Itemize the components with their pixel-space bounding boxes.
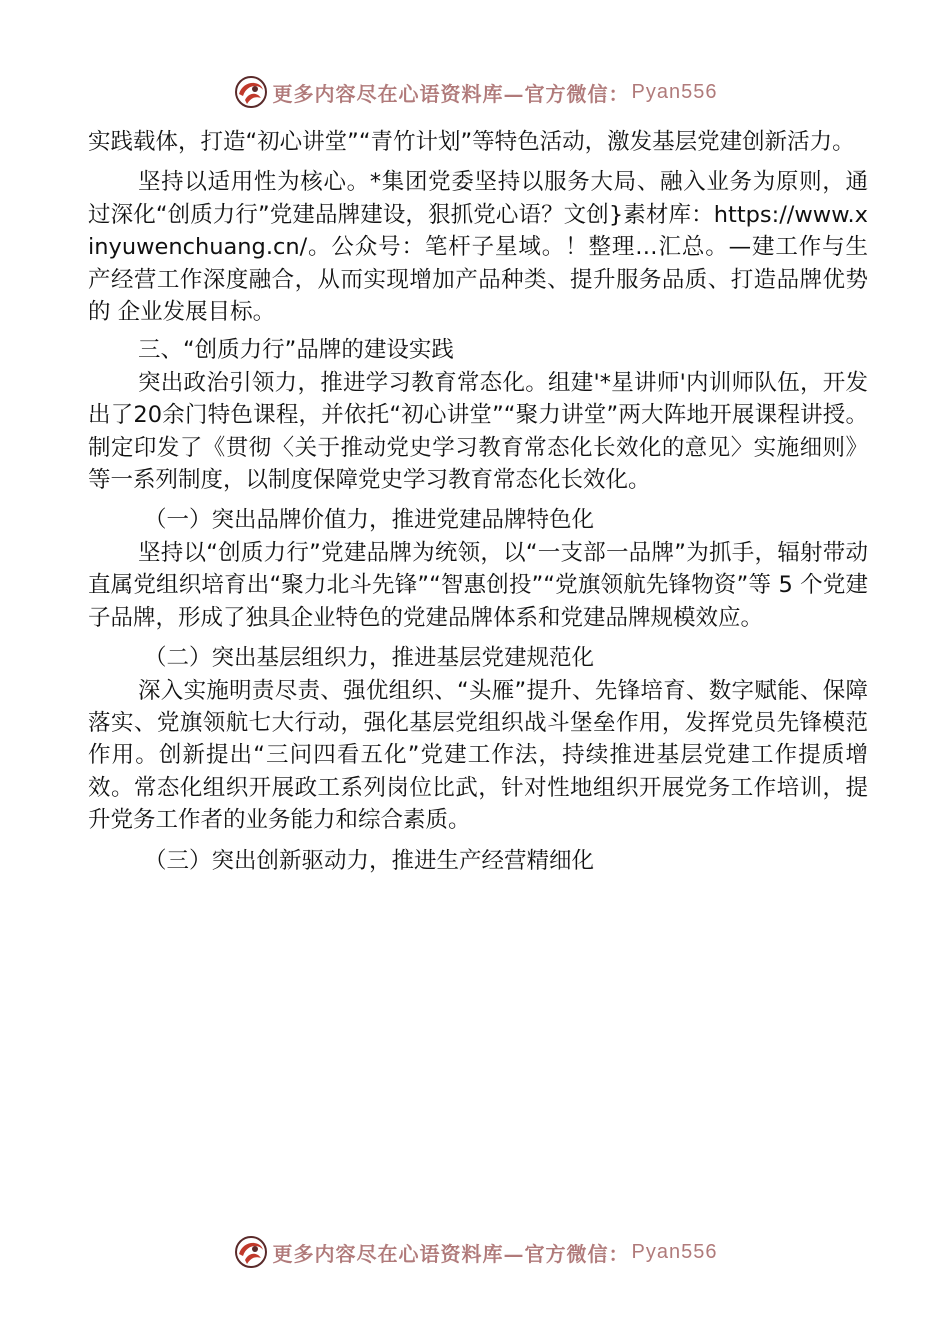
paragraph-3: 突出政治引领力，推进学习教育常态化。组建'*星讲师'内训师队伍，开发出了20余门特色课程，并依托“初心讲堂”“聚力讲堂”两大阵地开展课程讲授。制定印发了《贯彻〈关于推动党史学习教育常态化长效化的意见〉实施细则》等一系列制度，以制度保障党史学习教育常态化长效化。 xyxy=(88,369,868,494)
header-banner xyxy=(0,72,950,112)
footer-banner-text: 更多内容尽在心语资料库—官方微信： xyxy=(272,1241,630,1266)
subheading-3: （三）突出创新驱动力，推进生产经营精细化 xyxy=(144,847,595,874)
paragraph-2: 坚持以适用性为核心。*集团党委坚持以服务大局、融入业务为原则，通过深化“创质力行”党建品牌建设，狠抓党心语？文创}素材库：https://www.xinyuwenchuang.cn/。公众号：笔杆子星域。！整理…汇总。—建工作与生产经营工作深度融合，从而实现增加产品种类、提升服务品质、打造品牌优势的 企业发展目标。 xyxy=(88,169,868,326)
paragraph-4: 坚持以“创质力行”党建品牌为统领，以“一支部一品牌”为抓手，辐射带动直属党组织培育出“聚力北斗先锋”“智惠创投”“党旗领航先锋物资”等 5 个党建子品牌，形成了独具企业特色的党建品牌体系和党建品牌规模效应。 xyxy=(88,539,868,631)
red-swirl-logo-icon xyxy=(233,74,269,110)
footer-banner xyxy=(0,1232,950,1272)
paragraph-5: 深入实施明责尽责、强优组织、“头雁”提升、先锋培育、数字赋能、保障落实、党旗领航七大行动，强化基层党组织战斗堡垒作用，发挥党员先锋模范作用。创新提出“三问四看五化”党建工作法，持续推进基层党建工作提质增效。常态化组织开展政工系列岗位比武，针对性地组织开展党务工作培训，提升党务工作者的业务能力和综合素质。 xyxy=(88,677,868,834)
header-banner-text: 更多内容尽在心语资料库—官方微信： xyxy=(272,81,630,106)
section-heading-3: 三、“创质力行”品牌的建设实践 xyxy=(138,337,454,364)
document-body xyxy=(88,126,868,877)
footer-banner-handle: Pyan556 xyxy=(631,1240,718,1263)
subheading-1: （一）突出品牌价值力，推进党建品牌特色化 xyxy=(144,507,595,534)
subheading-2: （二）突出基层组织力，推进基层党建规范化 xyxy=(144,645,595,672)
header-banner-handle: Pyan556 xyxy=(631,80,718,103)
paragraph-1: 实践载体，打造“初心讲堂”“青竹计划”等特色活动，激发基层党建创新活力。 xyxy=(88,129,855,155)
red-swirl-logo-icon xyxy=(233,1234,269,1270)
